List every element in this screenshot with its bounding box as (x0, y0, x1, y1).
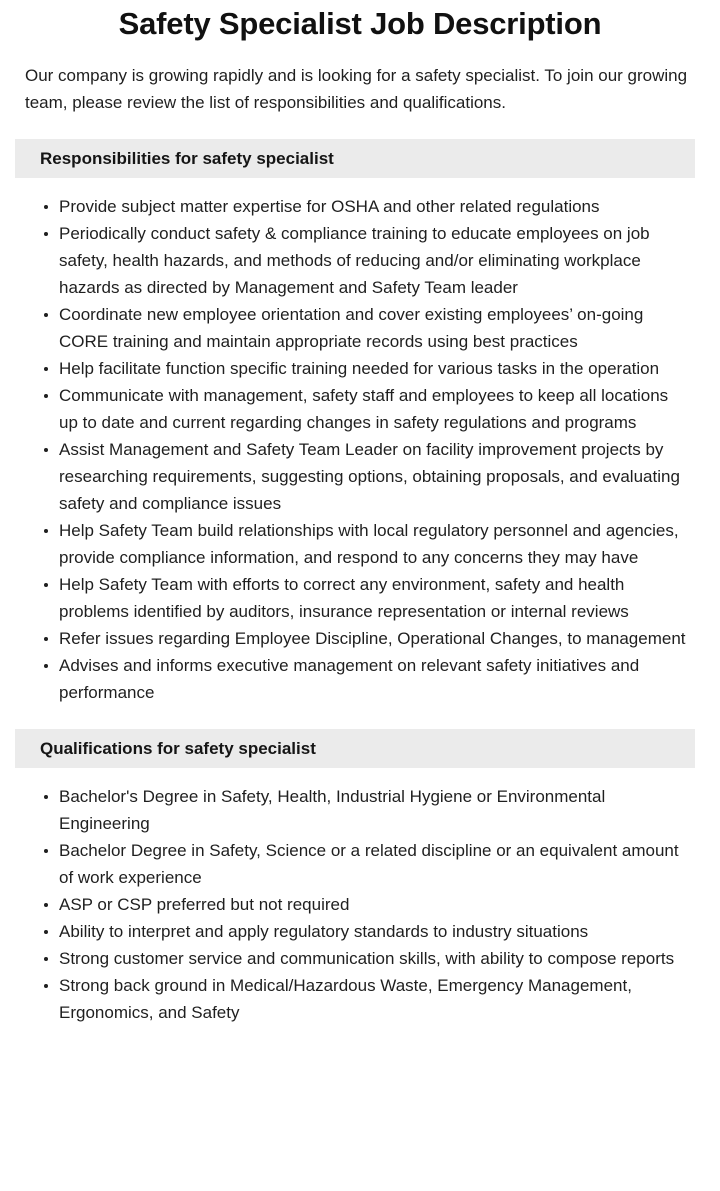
list-item: Bachelor's Degree in Safety, Health, Industrial Hygiene or Environmental Engineering (44, 783, 690, 837)
list-item: Assist Management and Safety Team Leader on facility improvement projects by researching requirements, suggesting options, obtaining proposals, and evaluating safety and compliance issues (44, 436, 690, 517)
list-item: Strong back ground in Medical/Hazardous Waste, Emergency Management, Ergonomics, and Safety (44, 972, 690, 1026)
list-item: Strong customer service and communication skills, with ability to compose reports (44, 945, 690, 972)
section-spacer (0, 116, 720, 139)
list-item: Refer issues regarding Employee Discipline, Operational Changes, to management (44, 625, 690, 652)
list-item: Help Safety Team build relationships with local regulatory personnel and agencies, provide compliance information, and respond to any concerns they may have (44, 517, 690, 571)
list-item: Help facilitate function specific training needed for various tasks in the operation (44, 355, 690, 382)
list-item: Ability to interpret and apply regulatory standards to industry situations (44, 918, 690, 945)
list-item: Provide subject matter expertise for OSHA and other related regulations (44, 193, 690, 220)
intro-paragraph: Our company is growing rapidly and is looking for a safety specialist. To join our growing team, please review the list of responsibilities and qualifications. (25, 66, 688, 112)
list-item: ASP or CSP preferred but not required (44, 891, 690, 918)
section-responsibilities (0, 116, 720, 706)
page-title: Safety Specialist Job Description (118, 6, 602, 41)
list-item: Advises and informs executive management on relevant safety initiatives and performance (44, 652, 690, 706)
list-item: Bachelor Degree in Safety, Science or a related discipline or an equivalent amount of work experience (44, 837, 690, 891)
qualifications-list (0, 768, 720, 1026)
list-item: Help Safety Team with efforts to correct any environment, safety and health problems identified by auditors, insurance representation or internal reviews (44, 571, 690, 625)
responsibilities-list (0, 178, 720, 706)
list-item: Periodically conduct safety & compliance training to educate employees on job safety, health hazards, and methods of reducing and/or eliminating workplace hazards as directed by Management and Safety Team leader (44, 220, 690, 301)
section-heading-responsibilities: Responsibilities for safety specialist (15, 139, 695, 178)
section-heading-qualifications: Qualifications for safety specialist (15, 729, 695, 768)
section-spacer (0, 706, 720, 729)
section-qualifications (0, 706, 720, 1026)
list-item: Communicate with management, safety staff and employees to keep all locations up to date and current regarding changes in safety regulations and programs (44, 382, 690, 436)
list-item: Coordinate new employee orientation and cover existing employees’ on-going CORE training and maintain appropriate records using best practices (44, 301, 690, 355)
